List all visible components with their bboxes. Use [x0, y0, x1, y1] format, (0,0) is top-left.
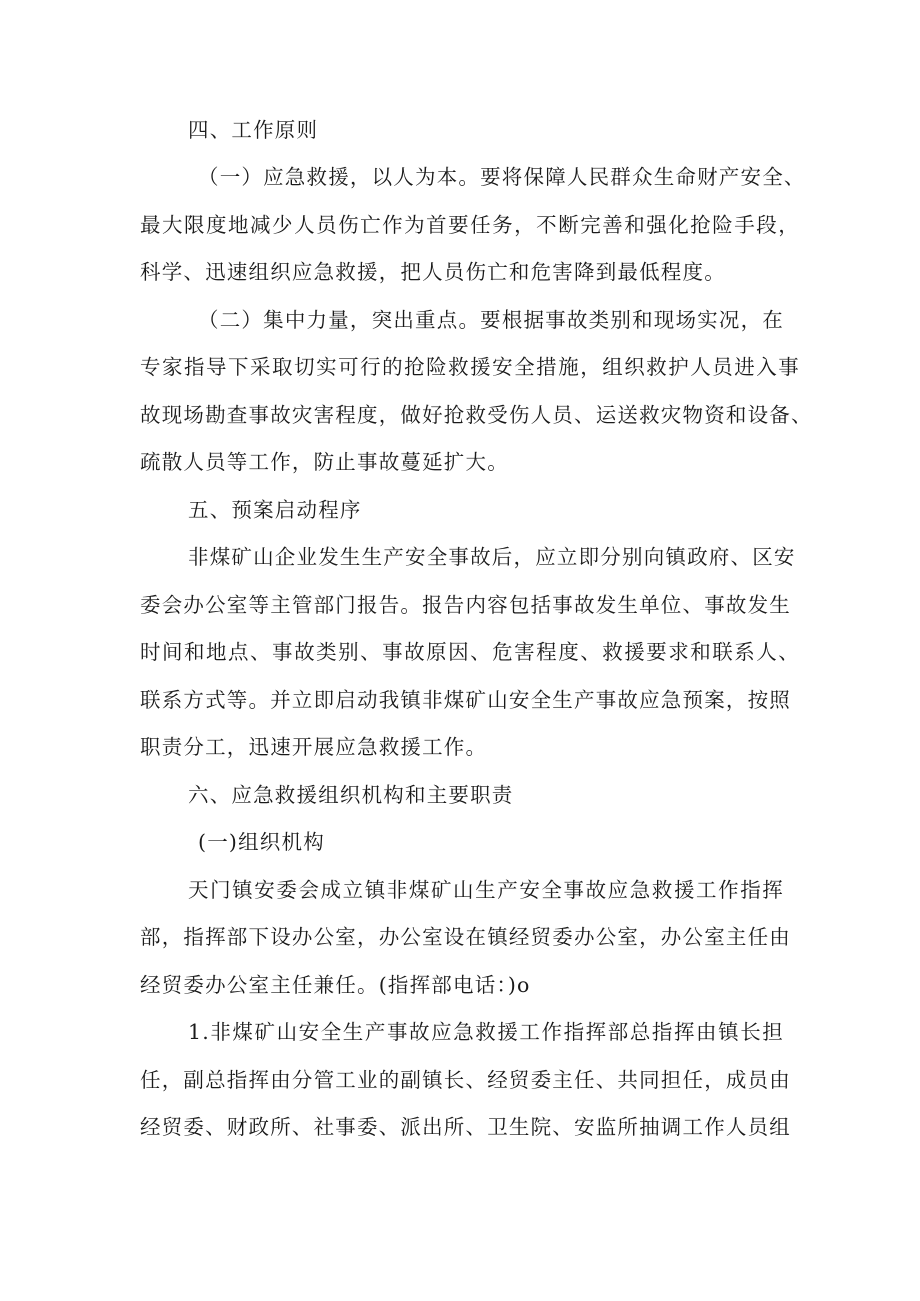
paragraph-line: 非煤矿山企业发生生产安全事故后，应立即分别向镇政府、区安: [188, 545, 796, 569]
paragraph-line: 疏散人员等工作，防止事故蔓延扩大。: [140, 450, 509, 474]
paragraph-line: 联系方式等。并立即启动我镇非煤矿山安全生产事故应急预案，按照: [140, 688, 791, 712]
paragraph-line: （一）应急救援，以人为本。要将保障人民群众生命财产安全、: [198, 165, 806, 189]
paragraph-line: 1.非煤矿山安全生产事故应急救援工作指挥部总指挥由镇长担: [188, 1020, 784, 1044]
paragraph-line: 最大限度地减少人员伤亡作为首要任务，不断完善和强化抢险手段，: [140, 213, 800, 237]
subsection-heading-organization: (一)组织机构: [198, 830, 325, 854]
paragraph-line: 故现场勘查事故灾害程度，做好抢救受伤人员、运送救灾物资和设备、: [140, 403, 813, 427]
paragraph-line: 任，副总指挥由分管工业的副镇长、经贸委主任、共同担任，成员由: [140, 1068, 791, 1092]
paragraph-line: 天门镇安委会成立镇非煤矿山生产安全事故应急救援工作指挥: [188, 878, 784, 902]
paragraph-line: 经贸委办公室主任兼任。(指挥部电话：)o: [140, 973, 531, 997]
paragraph-line: 时间和地点、事故类别、事故原因、危害程度、救援要求和联系人、: [140, 640, 800, 664]
paragraph-line: 经贸委、财政所、社事委、派出所、卫生院、安监所抽调工作人员组: [140, 1115, 791, 1139]
paragraph-line: 委会办公室等主管部门报告。报告内容包括事故发生单位、事故发生: [140, 593, 791, 617]
section-heading-work-principles: 四、工作原则: [188, 118, 319, 142]
paragraph-line: 科学、迅速组织应急救援，把人员伤亡和危害降到最低程度。: [140, 260, 726, 284]
paragraph-line: 部，指挥部下设办公室，办公室设在镇经贸委办公室，办公室主任由: [140, 925, 791, 949]
paragraph-line: （二）集中力量，突出重点。要根据事故类别和现场实况，在: [198, 308, 784, 332]
paragraph-line: 职责分工，迅速开展应急救援工作。: [140, 735, 488, 759]
section-heading-plan-activation: 五、预案启动程序: [188, 498, 362, 522]
section-heading-organization: 六、应急救援组织机构和主要职责: [188, 783, 514, 807]
paragraph-line: 专家指导下采取切实可行的抢险救援安全措施，组织救护人员进入事: [140, 355, 800, 379]
